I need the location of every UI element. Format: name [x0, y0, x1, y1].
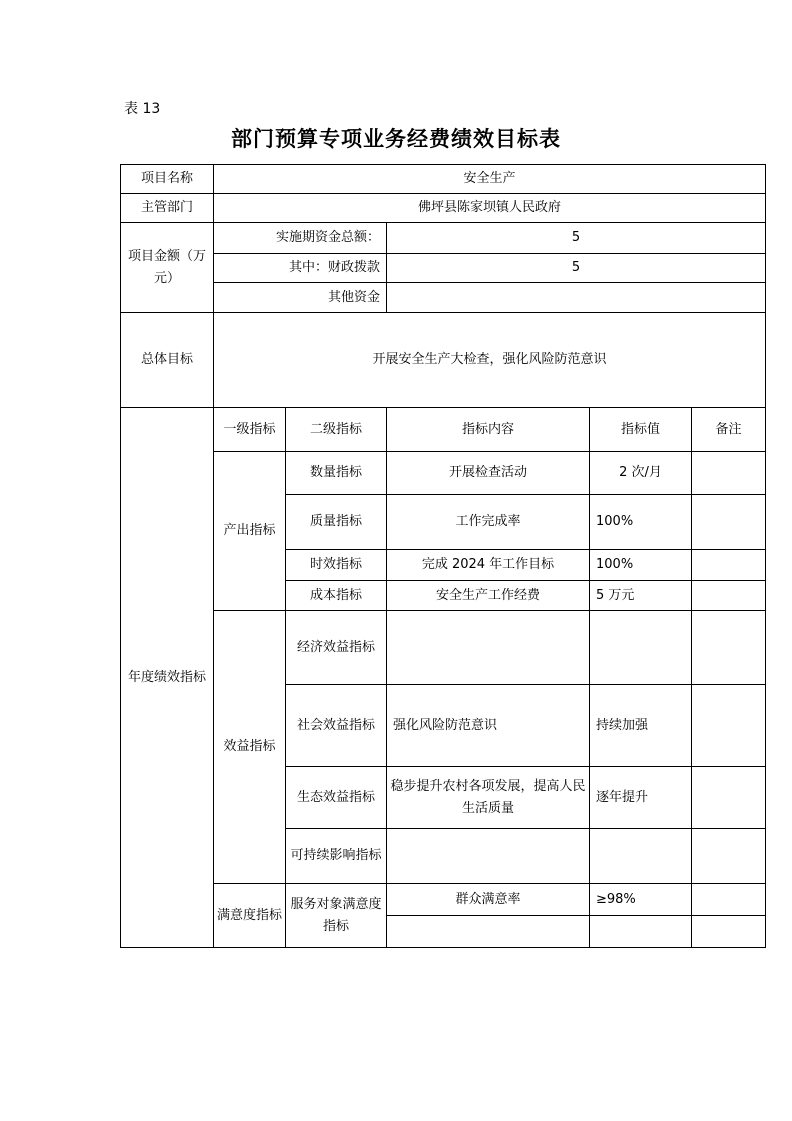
- total-funds-value: 5: [387, 223, 766, 254]
- remark-cell: [692, 581, 766, 611]
- level2-cell: 质量指标: [286, 495, 387, 550]
- overall-goal-label: 总体目标: [121, 313, 214, 408]
- value-cell: [590, 829, 692, 884]
- value-cell: 2 次/月: [590, 452, 692, 495]
- value-cell: 100%: [590, 550, 692, 581]
- header-level1: 一级指标: [214, 408, 286, 452]
- level2-cell: 可持续影响指标: [286, 829, 387, 884]
- level2-cell: 时效指标: [286, 550, 387, 581]
- content-cell: 工作完成率: [387, 495, 590, 550]
- header-value: 指标值: [590, 408, 692, 452]
- header-level2: 二级指标: [286, 408, 387, 452]
- indicator-header-row: [121, 408, 766, 452]
- level2-cell: 社会效益指标: [286, 685, 387, 767]
- department-value: 佛坪县陈家坝镇人民政府: [214, 194, 766, 223]
- other-funds-value: [387, 283, 766, 313]
- table-row: [121, 452, 766, 495]
- remark-cell: [692, 767, 766, 829]
- overall-goal-value: 开展安全生产大检查，强化风险防范意识: [214, 313, 766, 408]
- remark-cell: [692, 550, 766, 581]
- content-cell: [387, 611, 590, 685]
- project-name-value: 安全生产: [214, 165, 766, 194]
- table-number: 表 13: [124, 101, 161, 117]
- department-label: 主管部门: [121, 194, 214, 223]
- remark-cell: [692, 884, 766, 916]
- header-content: 指标内容: [387, 408, 590, 452]
- project-name-label: 项目名称: [121, 165, 214, 194]
- fiscal-funds-row: [121, 254, 766, 283]
- other-funds-label: 其他资金: [214, 283, 387, 313]
- level2-cell: 经济效益指标: [286, 611, 387, 685]
- value-cell: 5 万元: [590, 581, 692, 611]
- value-cell: 逐年提升: [590, 767, 692, 829]
- remark-cell: [692, 685, 766, 767]
- remark-cell: [692, 452, 766, 495]
- performance-goal-table: [120, 164, 766, 948]
- level2-cell: 服务对象满意度指标: [286, 884, 387, 948]
- content-cell: [387, 829, 590, 884]
- content-cell: 安全生产工作经费: [387, 581, 590, 611]
- remark-cell: [692, 611, 766, 685]
- content-cell: 稳步提升农村各项发展，提高人民生活质量: [387, 767, 590, 829]
- content-cell: 群众满意率: [387, 884, 590, 916]
- value-cell: ≥98%: [590, 884, 692, 916]
- benefit-indicators-label: 效益指标: [214, 611, 286, 884]
- value-cell: 持续加强: [590, 685, 692, 767]
- output-indicators-label: 产出指标: [214, 452, 286, 611]
- fiscal-funds-value: 5: [387, 254, 766, 283]
- level2-cell: 生态效益指标: [286, 767, 387, 829]
- total-funds-row: [121, 223, 766, 254]
- project-funds-label: 项目金额（万元）: [121, 223, 214, 313]
- annual-indicators-label: 年度绩效指标: [121, 408, 214, 948]
- value-cell: 100%: [590, 495, 692, 550]
- value-cell: [590, 611, 692, 685]
- value-cell: [590, 916, 692, 948]
- table-row: [121, 884, 766, 916]
- remark-cell: [692, 916, 766, 948]
- level2-cell: 数量指标: [286, 452, 387, 495]
- header-remark: 备注: [692, 408, 766, 452]
- satisfaction-indicators-label: 满意度指标: [214, 884, 286, 948]
- content-cell: 强化风险防范意识: [387, 685, 590, 767]
- table-row: [121, 611, 766, 685]
- total-funds-label: 实施期资金总额：: [214, 223, 387, 254]
- content-cell: [387, 916, 590, 948]
- content-cell: 完成 2024 年工作目标: [387, 550, 590, 581]
- level2-cell: 成本指标: [286, 581, 387, 611]
- department-row: [121, 194, 766, 223]
- project-name-row: [121, 165, 766, 194]
- document-title: 部门预算专项业务经费绩效目标表: [231, 126, 561, 151]
- fiscal-funds-label: 其中：财政拨款: [214, 254, 387, 283]
- remark-cell: [692, 495, 766, 550]
- other-funds-row: [121, 283, 766, 313]
- content-cell: 开展检查活动: [387, 452, 590, 495]
- overall-goal-row: [121, 313, 766, 408]
- remark-cell: [692, 829, 766, 884]
